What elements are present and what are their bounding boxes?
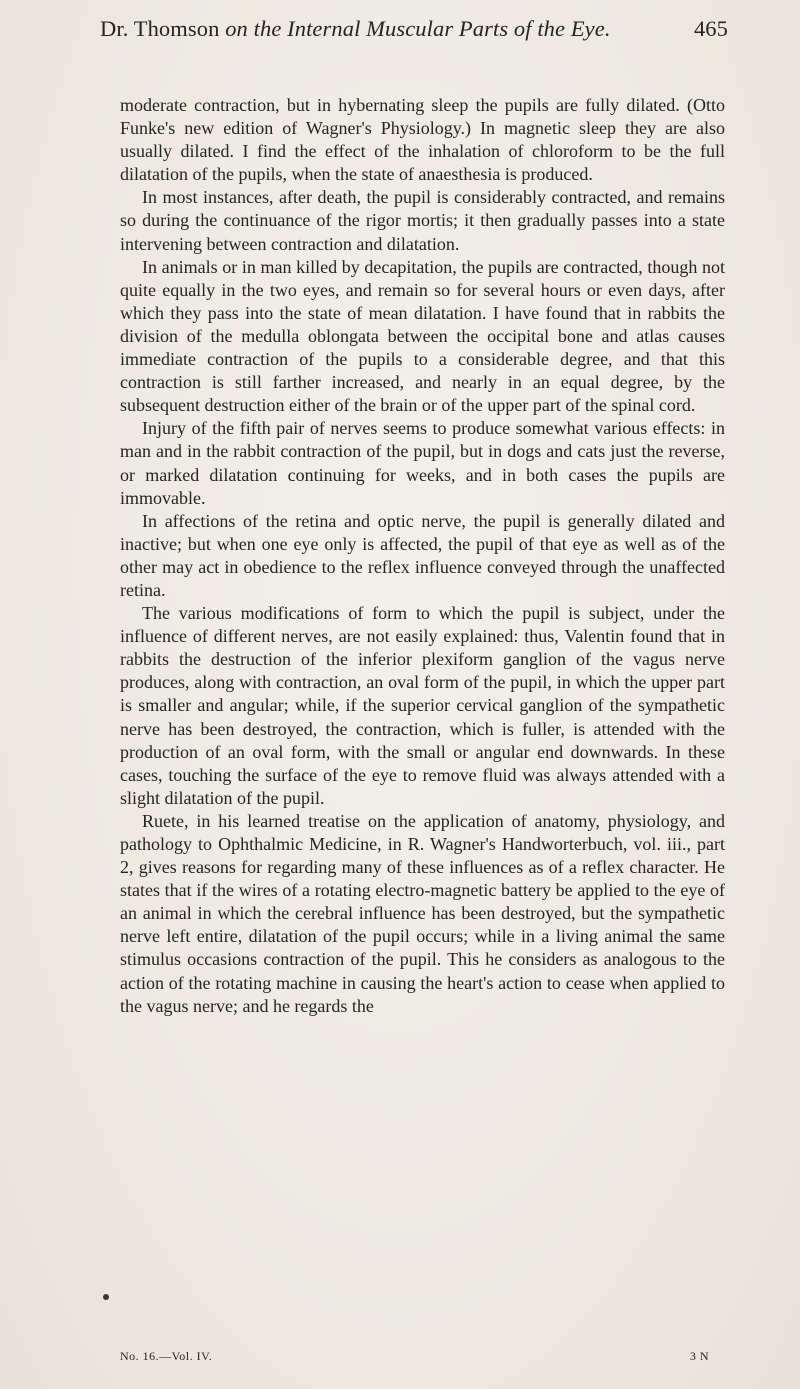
running-head bbox=[100, 16, 728, 56]
running-head-subject: the Internal Muscular Parts of the Eye. bbox=[253, 16, 611, 41]
issue-line: No. 16.—Vol. IV. bbox=[120, 1349, 213, 1363]
running-head-connector: on bbox=[225, 16, 248, 41]
paragraph-1: moderate contraction, but in hybernating sleep the pupils are fully dilated. (Otto Funke's new edition of Wagner's Physiology.) In magnetic sleep they are also usually dilated. I find the effect of the inhalation of chloroform to be the full dilatation of the pupils, when the state of anaesthesia is produced. bbox=[120, 95, 725, 185]
paragraph-2: In most instances, after death, the pupil is considerably contracted, and remains so during the continuance of the rigor mortis; it then gradually passes into a state intervening between contraction and dilatation. bbox=[120, 187, 725, 254]
running-head-author: Dr. Thomson bbox=[100, 16, 220, 41]
body-text bbox=[120, 94, 725, 1018]
running-head-title bbox=[100, 16, 611, 42]
paragraph-3: In animals or in man killed by decapitation, the pupils are contracted, though not quite equally in the two eyes, and remain so for several hours or even days, after which they pass into the state of mean dilatation. I have found that in rabbits the division of the medulla oblongata between the occipital bone and atlas causes immediate contraction of the pupils to a considerable degree, and that this contraction is still farther increased, and nearly in an equal degree, by the subsequent destruction either of the brain or of the upper part of the spinal cord. bbox=[120, 256, 725, 416]
paragraph-4: Injury of the fifth pair of nerves seems to produce somewhat various effects: in man and in the rabbit contraction of the pupil, but in dogs and cats just the reverse, or marked dilatation continuing for weeks, and in both cases the pupils are immovable. bbox=[120, 418, 725, 508]
paragraph-6: The various modifications of form to which the pupil is subject, under the influence of different nerves, are not easily explained: thus, Valentin found that in rabbits the destruction of the inferior plexiform ganglion of the vagus nerve produces, along with contraction, an oval form of the pupil, in which the upper part is smaller and angular; while, if the superior cervical ganglion of the sympathetic nerve has been destroyed, the contraction, which is fuller, is attended with the production of an oval form, with the small or angular end downwards. In these cases, touching the surface of the eye to remove fluid was always attended with a slight dilatation of the pupil. bbox=[120, 603, 725, 808]
paragraph-7: Ruete, in his learned treatise on the application of anatomy, physiology, and pathology to Ophthalmic Medicine, in R. Wagner's Handworterbuch, vol. iii., part 2, gives reasons for regarding many of these influences as of a reflex character. He states that if the wires of a rotating electro-magnetic battery be applied to the eye of an animal in which the cerebral influence has been destroyed, but the sympathetic nerve left entire, dilatation of the pupil occurs; while in a living animal the same stimulus occasions contraction of the pupil. This he considers as analogous to the action of the rotating machine in causing the heart's action to cease when applied to the vagus nerve; and he regards the bbox=[120, 810, 725, 1016]
page-number: 465 bbox=[693, 16, 728, 41]
signature-mark: 3 N bbox=[689, 1349, 709, 1363]
margin-mark bbox=[103, 1294, 109, 1300]
paragraph-5: In affections of the retina and optic nerve, the pupil is generally dilated and inactive; but when one eye only is affected, the pupil of that eye as well as of the other may act in obedience to the reflex influence conveyed through the unaffected retina. bbox=[120, 510, 725, 600]
